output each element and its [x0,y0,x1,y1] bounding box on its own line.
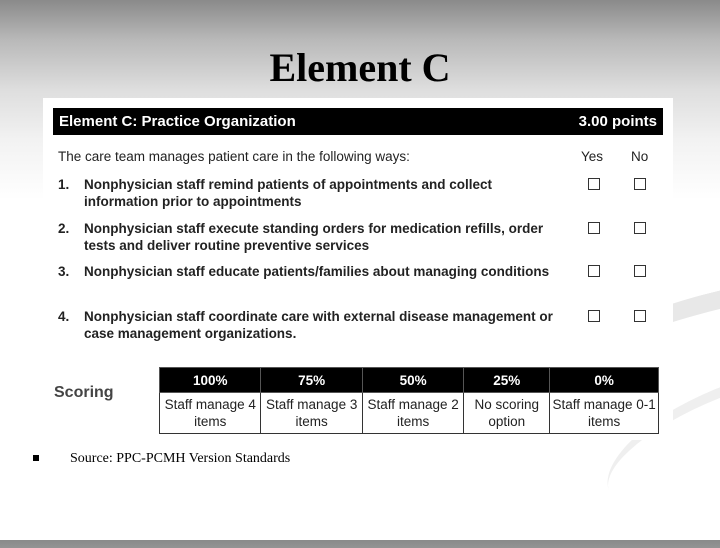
yes-checkbox[interactable] [588,178,600,190]
document-header [53,108,663,135]
scoring-table [159,367,659,434]
element-title: Element C: Practice Organization [59,113,296,130]
criteria-item [43,308,673,348]
no-checkbox[interactable] [634,265,646,277]
item-text: Nonphysician staff educate patients/families about managing conditions [84,264,550,279]
score-header: 75% [261,368,362,393]
score-cell: Staff manage 2 items [362,393,463,434]
criteria-item [43,176,673,216]
score-cell: No scoring option [464,393,550,434]
no-checkbox[interactable] [634,222,646,234]
scoring-value-row [160,393,659,434]
score-cell: Staff manage 3 items [261,393,362,434]
scoring-header-row [160,368,659,393]
item-text: Nonphysician staff remind patients of appointments and collect information prior to appointments [84,177,493,209]
score-header: 50% [362,368,463,393]
item-text: Nonphysician staff coordinate care with external disease management or case management organizations. [84,309,553,341]
intro-text: The care team manages patient care in the following ways: [58,149,410,164]
no-column-header: No [631,149,649,164]
source-note: Source: PPC-PCMH Version Standards [70,451,291,466]
item-number: 4. [58,309,70,324]
bullet-icon [33,455,39,461]
score-header: 100% [160,368,261,393]
item-number: 1. [58,177,70,192]
yes-column-header: Yes [581,149,604,164]
score-cell: Staff manage 0-1 items [550,393,659,434]
item-number: 2. [58,221,70,236]
slide-title: Element C [269,45,451,90]
scoring-label: Scoring [54,384,114,401]
no-checkbox[interactable] [634,178,646,190]
criteria-item [43,220,673,260]
criteria-item [43,263,673,303]
points-label: 3.00 points [578,113,657,130]
score-header: 25% [464,368,550,393]
no-checkbox[interactable] [634,310,646,322]
score-cell: Staff manage 4 items [160,393,261,434]
standards-document [43,98,673,440]
score-header: 0% [550,368,659,393]
yes-checkbox[interactable] [588,265,600,277]
yes-checkbox[interactable] [588,222,600,234]
yes-checkbox[interactable] [588,310,600,322]
item-text: Nonphysician staff execute standing orders for medication refills, order tests and deliver routine preventive services [84,221,544,253]
item-number: 3. [58,264,70,279]
